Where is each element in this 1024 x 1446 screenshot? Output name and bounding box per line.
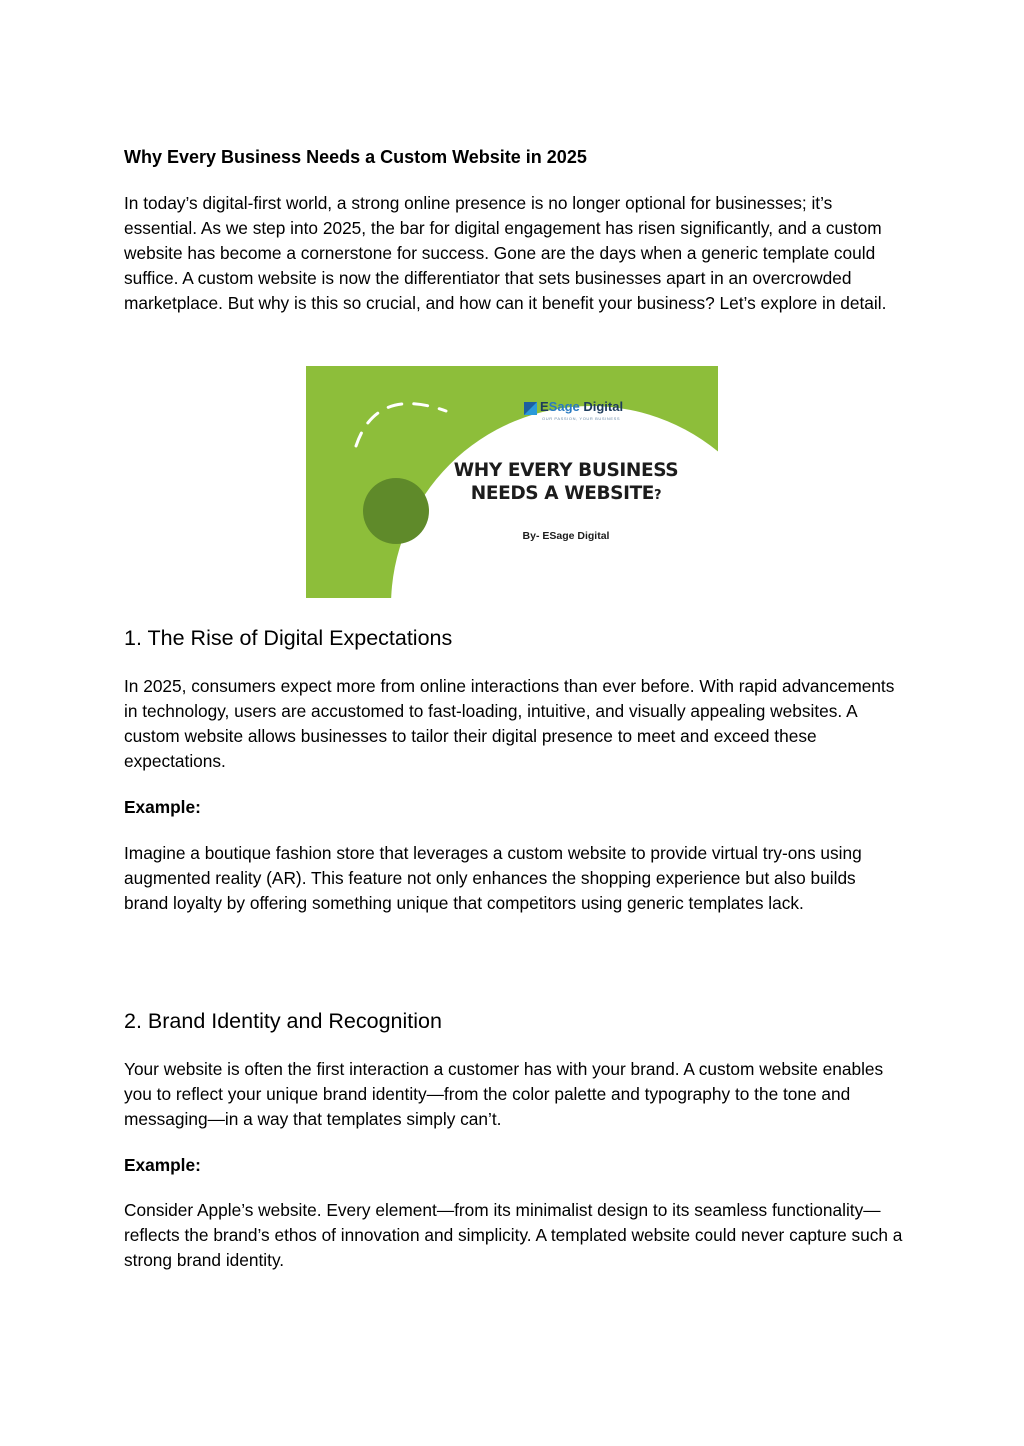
section-1-example-label: Example: [124,797,201,817]
section-1-heading: 1. The Rise of Digital Expectations [124,626,453,650]
banner-headline [436,459,696,507]
banner-headline-line-2: NEEDS A WEBSITE? [470,483,662,504]
section-2-example-label: Example: [124,1155,201,1175]
section-2-example-body: Consider Apple’s website. Every element—from its minimalist design to its seamless functionality—reflects the brand’s ethos of innovation and simplicity. A templated website could never capture such a strong brand identity. [124,1200,903,1270]
banner-dark-green-dot [363,478,429,544]
section-1-example-body: Imagine a boutique fashion store that leverages a custom website to provide virtual try-ons using augmented reality (AR). This feature not only enhances the shopping experience but also builds brand loyalty by offering something unique that competitors using generic templates lack. [124,843,862,913]
banner-image [306,366,718,598]
document-title: Why Every Business Needs a Custom Website in 2025 [124,147,587,167]
section-2-body: Your website is often the first interaction a customer has with your brand. A custom website enables you to reflect your unique brand identity—from the color palette and typography to the tone and messaging—in a way that templates simply can’t. [124,1059,884,1129]
banner-logo: ESage Digital [540,399,624,414]
banner-headline-line-1: WHY EVERY BUSINESS [453,460,679,481]
intro-paragraph: In today’s digital-first world, a strong online presence is no longer optional for businesses; it’s essential. As we step into 2025, the bar for digital engagement has risen significantly, and a custom website has become a cornerstone for success. Gone are the days when a generic template could suffice. A custom website is now the differentiator that sets businesses apart in an overcrowded marketplace. But why is this so crucial, and how can it benefit your business? Let’s explore in detail. [124,193,887,313]
banner-byline: By- ESage Digital [522,530,610,542]
section-1-body: In 2025, consumers expect more from online interactions than ever before. With rapid advancements in technology, users are accustomed to fast-loading, intuitive, and visually appealing websites. A custom website allows businesses to tailor their digital presence to meet and exceed these expectations. [124,676,895,771]
banner-tagline: OUR PASSION, YOUR BUSINESS [542,416,621,421]
section-2-heading: 2. Brand Identity and Recognition [124,1009,442,1033]
